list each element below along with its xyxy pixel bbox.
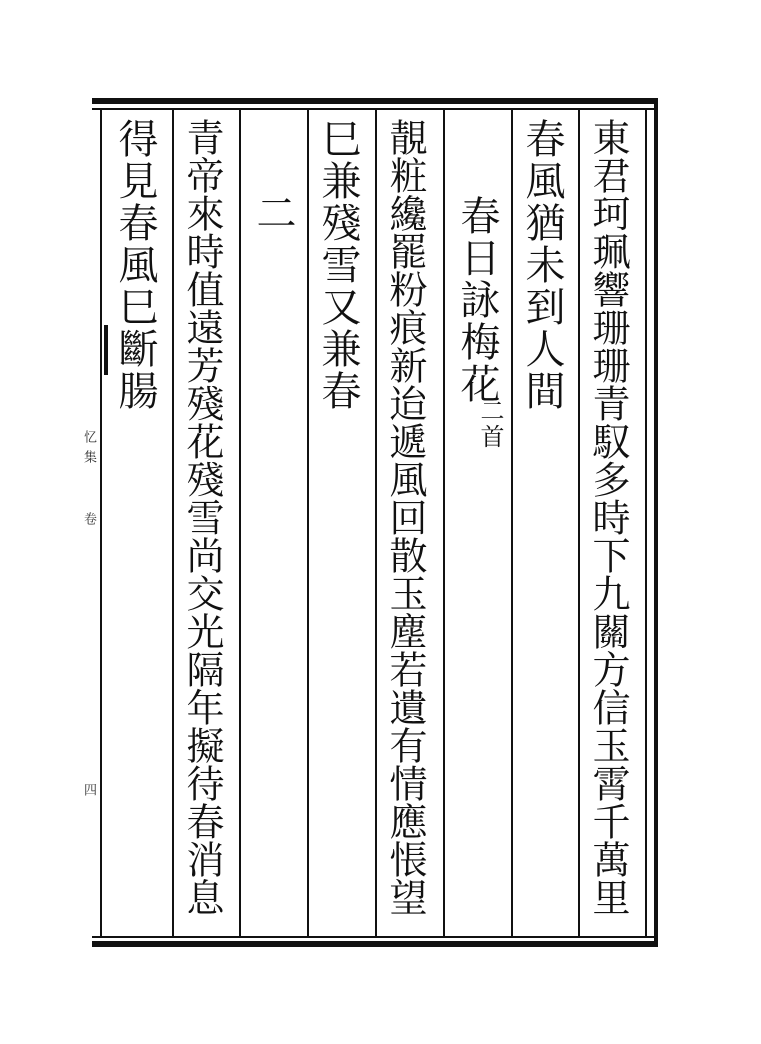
frame-top-thick <box>92 98 658 104</box>
margin-mark: 四 <box>81 783 96 796</box>
column-divider <box>511 110 513 936</box>
poem-title: 春日詠梅花 <box>454 195 500 405</box>
frame-bottom-thick <box>92 941 658 947</box>
poem-line-3: 靚粧纔罷粉痕新迨遞風回散玉塵若遺有情應悵望 <box>383 118 427 916</box>
poem-line-2: 春風猶未到人間 <box>519 118 565 412</box>
poem-number: 二 <box>250 192 296 234</box>
poem-line-6: 得見春風巳斷腸 <box>112 118 158 412</box>
poem-line-5: 青帝來時值遠芳殘花殘雪尚交光隔年擬待春消息 <box>180 118 224 916</box>
column-divider <box>443 110 445 936</box>
poem-line-1: 東君珂珮響珊珊青馭多時下九關方信玉霄千萬里 <box>586 118 630 916</box>
column-divider <box>578 110 580 936</box>
margin-mark: 忆 <box>81 430 96 443</box>
frame-left <box>100 110 102 936</box>
margin-mark: 卷 <box>81 512 96 525</box>
frame-bottom-thin <box>92 936 658 938</box>
margin-mark: 集 <box>81 450 96 463</box>
frame-right-thick <box>654 98 658 947</box>
frame-right-thin <box>645 110 647 936</box>
column-divider <box>172 110 174 936</box>
poem-title-note: 二首 <box>476 398 504 450</box>
column-divider <box>375 110 377 936</box>
column-divider <box>239 110 241 936</box>
margin-fragment <box>104 325 108 375</box>
column-divider <box>307 110 309 936</box>
poem-line-4: 巳兼殘雪又兼春 <box>315 118 361 412</box>
